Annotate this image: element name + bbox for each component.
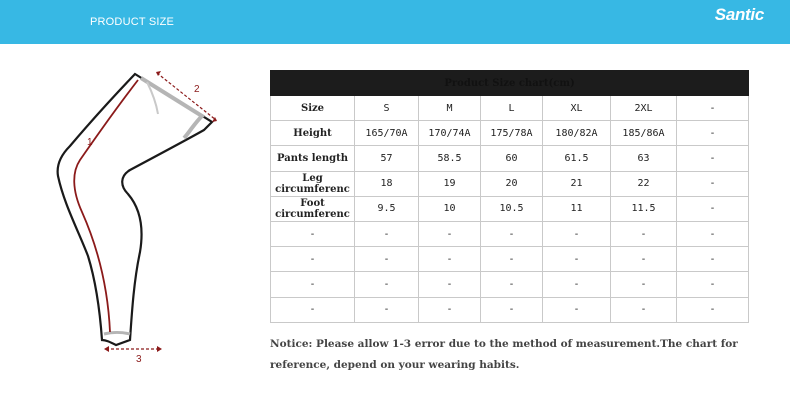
row-header: Size <box>271 96 355 121</box>
table-cell: 63 <box>611 146 677 171</box>
table-cell: - <box>677 171 749 196</box>
row-header: - <box>271 297 355 322</box>
table-row <box>271 247 749 272</box>
table-cell: 10 <box>419 196 481 221</box>
table-cell: - <box>611 247 677 272</box>
header-banner <box>0 0 790 44</box>
table-cell: - <box>677 247 749 272</box>
measurement-notice: Notice: Please allow 1-3 error due to the method of measurement.The chart for reference, depend on your wearing habits. <box>270 338 738 371</box>
table-cell: - <box>419 272 481 297</box>
page-title: PRODUCT SIZE <box>90 16 175 28</box>
table-row <box>271 297 749 322</box>
table-cell: 10.5 <box>481 196 543 221</box>
row-header: Foot circumferenc <box>271 196 355 221</box>
table-cell: XL <box>543 96 611 121</box>
row-header: - <box>271 272 355 297</box>
table-cell: - <box>419 297 481 322</box>
table-cell: - <box>481 272 543 297</box>
table-cell: - <box>611 272 677 297</box>
table-cell: 18 <box>355 171 419 196</box>
table-title: Product Size chart(cm) <box>271 71 749 96</box>
table-cell: - <box>355 272 419 297</box>
table-cell: - <box>611 221 677 246</box>
table-cell: - <box>543 221 611 246</box>
bottom-cuff-band <box>104 333 130 335</box>
table-cell: - <box>481 221 543 246</box>
leg-sleeve-diagram <box>40 62 220 372</box>
table-cell: - <box>481 247 543 272</box>
table-row <box>271 171 749 196</box>
table-cell: - <box>419 247 481 272</box>
table-cell: 22 <box>611 171 677 196</box>
table-cell: 9.5 <box>355 196 419 221</box>
table-cell: - <box>419 221 481 246</box>
table-cell: - <box>543 247 611 272</box>
row-header: Height <box>271 121 355 146</box>
table-cell: - <box>481 297 543 322</box>
row-header: - <box>271 247 355 272</box>
table-cell: - <box>677 297 749 322</box>
table-cell: 165/70A <box>355 121 419 146</box>
bottom-arrow-2 <box>157 346 162 352</box>
table-row <box>271 196 749 221</box>
brand-logo: Santic <box>714 5 764 24</box>
table-cell: 57 <box>355 146 419 171</box>
table-row <box>271 221 749 246</box>
table-row <box>271 96 749 121</box>
table-cell: - <box>677 121 749 146</box>
table-cell: 185/86A <box>611 121 677 146</box>
table-cell: - <box>611 297 677 322</box>
row-header: Pants length <box>271 146 355 171</box>
table-cell: 61.5 <box>543 146 611 171</box>
table-cell: - <box>677 96 749 121</box>
table-cell: 2XL <box>611 96 677 121</box>
row-header: - <box>271 221 355 246</box>
table-cell: L <box>481 96 543 121</box>
row-header: Leg circumferenc <box>271 171 355 196</box>
table-cell: - <box>677 221 749 246</box>
table-cell: - <box>677 196 749 221</box>
table-row <box>271 121 749 146</box>
table-row <box>271 272 749 297</box>
table-cell: - <box>543 272 611 297</box>
table-cell: - <box>355 247 419 272</box>
table-cell: 21 <box>543 171 611 196</box>
table-cell: 58.5 <box>419 146 481 171</box>
table-cell: 60 <box>481 146 543 171</box>
table-cell: 180/82A <box>543 121 611 146</box>
table-cell: 175/78A <box>481 121 543 146</box>
table-title-row <box>271 71 749 96</box>
table-cell: 19 <box>419 171 481 196</box>
table-row <box>271 146 749 171</box>
table-cell: - <box>355 297 419 322</box>
measure-label-2: 2 <box>194 84 200 95</box>
table-cell: - <box>677 146 749 171</box>
top-opening-measure <box>157 73 216 120</box>
size-chart-table <box>270 70 749 323</box>
table-cell: 20 <box>481 171 543 196</box>
table-cell: 170/74A <box>419 121 481 146</box>
table-cell: - <box>677 272 749 297</box>
table-cell: S <box>355 96 419 121</box>
length-measure-line <box>74 80 138 332</box>
bottom-arrow-1 <box>104 346 109 352</box>
table-cell: 11 <box>543 196 611 221</box>
table-cell: M <box>419 96 481 121</box>
table-cell: 11.5 <box>611 196 677 221</box>
top-arrow-1 <box>156 71 161 76</box>
table-cell: - <box>543 297 611 322</box>
measure-label-1: 1 <box>87 137 93 148</box>
measure-label-3: 3 <box>136 354 142 365</box>
table-cell: - <box>355 221 419 246</box>
